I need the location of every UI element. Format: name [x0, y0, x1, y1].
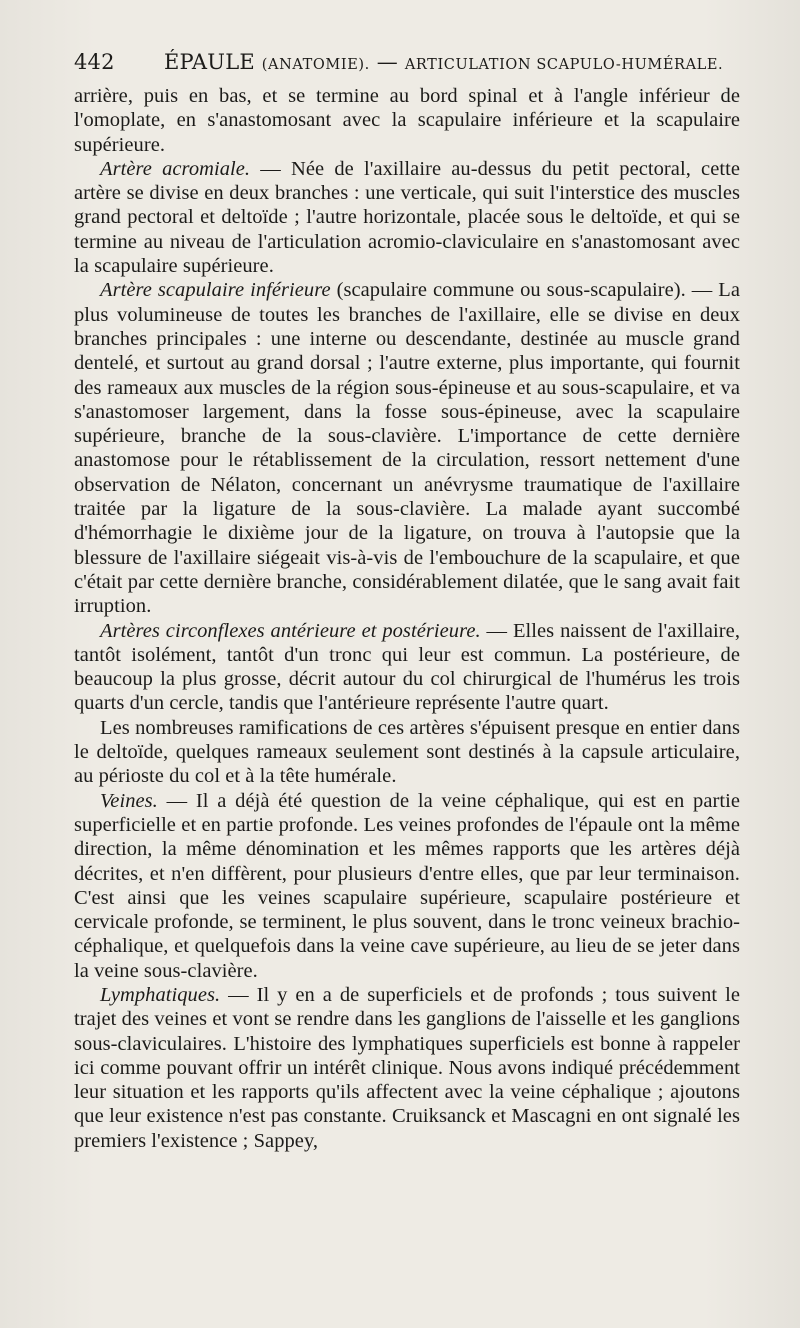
page-number: 442	[74, 50, 115, 74]
paragraph-text: — Il y en a de superficiels et de profonds ; tous suivent le trajet des veines et vont se rendre dans les ganglions de l'aisselle et les ganglions sous-claviculaires. L'histoire des lymphatiques superficiels est bonne à rappeler ici comme pouvant offrir un intérêt clinique. Nous avons indiqué précédemment leur situation et les rapports qu'ils affectent avec la veine céphalique ; ajoutons que leur existence n'est pas constante. Cruiksanck et Mascagni en ont signalé les premiers l'existence ; Sappey,	[74, 983, 740, 1152]
paragraph-text: — Il a déjà été question de la veine céphalique, qui est en partie superficielle et en partie profonde. Les veines profondes de l'épaule ont la même direction, la même dénomination et les mêmes rapports que les artères déjà décrites, et n'en diffèrent, pour plusieurs d'entre elles, que par leur terminaison. C'est ainsi que les veines scapulaire supérieure, scapulaire postérieure et cervicale profonde, se terminent, le plus souvent, dans le tronc veineux brachio-céphalique, et quelquefois dans la veine cave supérieure, au lieu de se jeter dans la veine sous-clavière.	[74, 789, 740, 982]
paragraph-text: (scapulaire commune ou sous-scapulaire). — La plus volumineuse de toutes les branches de l'axillaire, elle se divise en deux branches principales : une interne ou descendante, destinée au muscle grand dentelé, et surtout au grand dorsal ; l'autre externe, plus importante, qui fournit des rameaux aux muscles de la région sous-épineuse et au sous-scapulaire, et va s'anastomoser largement, dans la fosse sous-épineuse, avec la scapulaire supérieure, branche de la sous-clavière. L'importance de cette dernière anastomose pour le rétablissement de la circulation, ressort nettement d'une observation de Nélaton, concernant un anévrysme traumatique de l'axillaire traitée par la ligature de la sous-clavière. La malade ayant succombé d'hémorrhagie le dixième jour de la ligature, on trouva à l'autopsie que la blessure de l'axillaire siégeait vis-à-vis de l'embouchure de la scapulaire, et que c'était par cette dernière branche, considérablement dilatée, que le sang avait fait irruption.	[74, 279, 740, 618]
paragraph-arteres-circonflexes	[74, 619, 740, 716]
body-text	[74, 84, 740, 1153]
running-header	[74, 50, 746, 74]
header-dash: —	[376, 50, 398, 74]
header-title-paren: (ANATOMIE).	[261, 57, 370, 73]
header-title-main: ÉPAULE	[164, 50, 255, 74]
paragraph-veines	[74, 789, 740, 983]
paragraph-lead: Artère acromiale.	[100, 157, 251, 180]
paragraph-lead: Veines.	[100, 789, 158, 812]
paragraph-lead: Lymphatiques.	[100, 983, 221, 1006]
paragraph-artere-scapulaire-inferieure	[74, 278, 740, 618]
paragraph-text: arrière, puis en bas, et se termine au bord spinal et à l'angle inférieur de l'omoplate, en s'anastomosant avec la scapulaire inférieure et la scapulaire supérieure.	[74, 85, 740, 156]
paragraph-lead: Artère scapulaire inférieure	[100, 279, 331, 302]
paragraph-text: — Elles naissent de l'axillaire, tantôt isolément, tantôt d'un tronc qui leur est commun. La postérieure, de beaucoup la plus grosse, décrit autour du col chirurgical de l'humérus les trois quarts d'un cercle, tandis que l'antérieure représente l'autre quart.	[74, 619, 740, 715]
paragraph-continuation	[74, 84, 740, 157]
header-section-title: ARTICULATION SCAPULO-HUMÉRALE.	[404, 57, 724, 73]
paragraph-text: Les nombreuses ramifications de ces artères s'épuisent presque en entier dans le deltoïde, quelques rameaux seulement sont destinés à la capsule articulaire, au périoste du col et à la tête humérale.	[74, 716, 740, 788]
paragraph-ramifications	[74, 716, 740, 789]
paragraph-lymphatiques	[74, 983, 740, 1153]
paragraph-artere-acromiale	[74, 157, 740, 278]
paragraph-text: — Née de l'axillaire au-dessus du petit pectoral, cette artère se divise en deux branches : une verticale, qui suit l'interstice des muscles grand pectoral et deltoïde ; l'autre horizontale, placée sous le deltoïde, et qui se termine au niveau de l'articulation acromio-claviculaire en s'anastomosant avec la scapulaire supérieure.	[74, 157, 740, 278]
paragraph-lead: Artères circonflexes antérieure et postérieure.	[100, 619, 481, 642]
